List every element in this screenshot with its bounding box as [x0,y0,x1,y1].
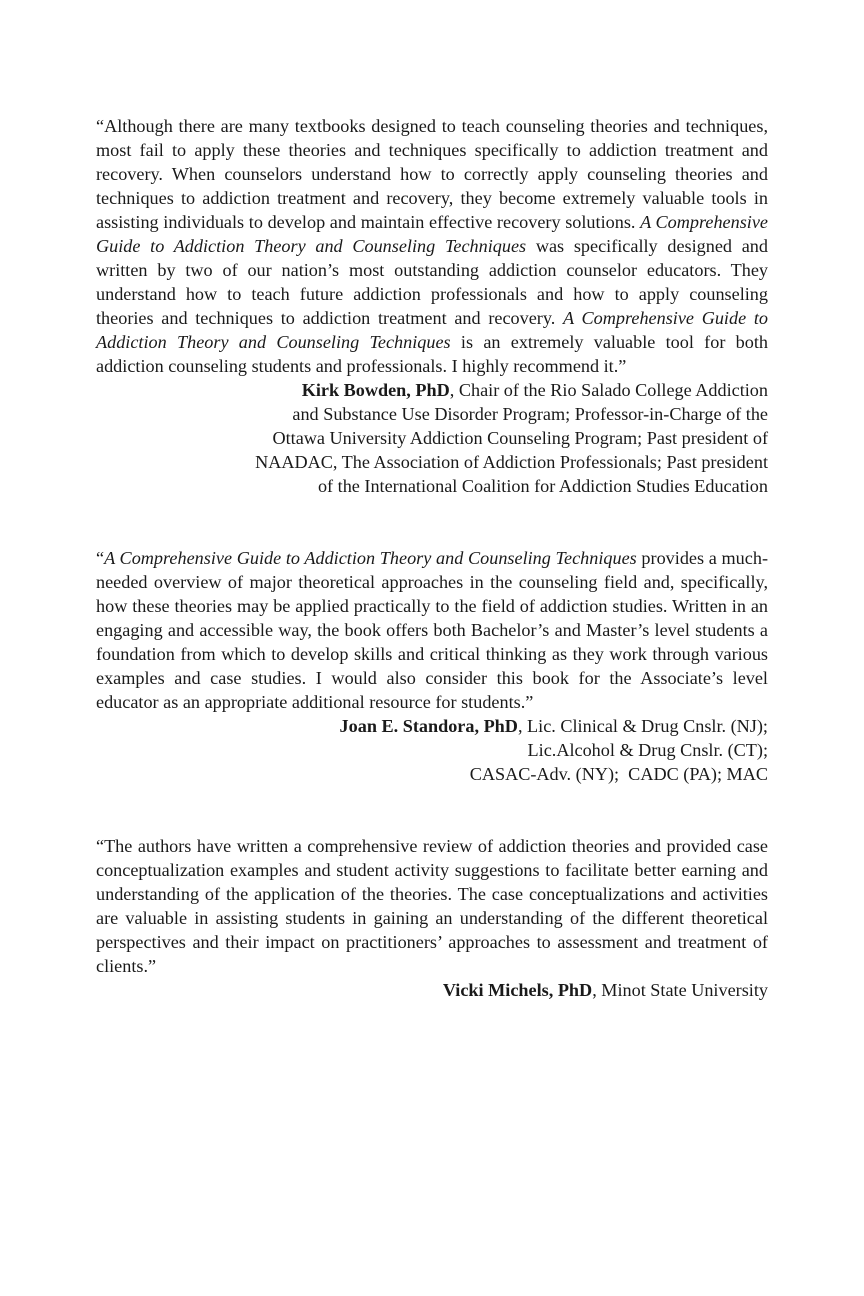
affiliation-text: , Lic. Clinical & Drug Cnslr. (NJ); [517,716,768,736]
endorsement-1 [96,114,768,498]
quote-text: is an extremely valuable tool for both addiction counseling students and professionals. I highly recommend it.” [96,332,769,376]
author-name: Joan E. Standora, PhD [339,716,518,736]
affiliation-text: and Substance Use Disorder Program; Professor-in-Charge of the [292,404,768,424]
affiliation-text: , Minot State University [592,980,768,1000]
attribution-line [96,714,768,738]
book-title: A Comprehensive Guide to Addiction Theory and Counseling Techniques [96,212,768,256]
quote-text: “The authors have written a comprehensive review of addiction theories and provided case conceptualization examples and student activity suggestions to facilitate better earning and understanding of the application of the theories. The case conceptualizations and activities are valuable in assisting students in gaining an understanding of the different theoretical perspectives and their impact on practitioners’ approaches to assessment and treatment of clients.” [96,836,768,976]
endorsement-attribution [96,714,768,786]
author-name: Kirk Bowden, PhD [301,380,450,400]
quote-text: “Although there are many textbooks designed to teach counseling theories and techniques, most fail to apply these theories and techniques specifically to addiction treatment and recovery. When counselors understand how to correctly apply counseling theories and techniques to addiction treatment and recovery, they become extremely valuable tools in assisting individuals to develop and maintain effective recovery solutions. [96,116,768,232]
attribution-line [96,978,768,1002]
author-name: Vicki Michels, PhD [442,980,593,1000]
affiliation-text: Lic.Alcohol & Drug Cnslr. (CT); [527,740,768,760]
quote-text: provides a much-needed overview of major theoretical approaches in the counseling field and, specifically, how these theories may be applied practically to the field of addiction studies. Written in an engaging and accessible way, the book offers both Bachelor’s and Master’s level students a foundation from which to develop skills and critical thinking as they work through various examples and case studies. I would also consider this book for the Associate’s level educator as an appropriate additional resource for students.” [96,548,769,712]
endorsement-quote [96,834,768,978]
endorsement-quote [96,114,768,378]
endorsement-attribution [96,378,768,498]
endorsement-quote [96,546,768,714]
affiliation-text: CASAC-Adv. (NY); CADC (PA); MAC [469,764,768,784]
affiliation-text: Ottawa University Addiction Counseling Program; Past president of [272,428,768,448]
quote-text: was specifically designed and written by two of our nation’s most outstanding addiction counselor educators. They understand how to teach future addiction professionals and how to apply counseling theories and techniques to addiction treatment and recovery. [96,236,768,328]
affiliation-text: of the International Coalition for Addiction Studies Education [317,476,768,496]
quote-mark: “ [96,548,105,568]
endorsement-attribution [96,978,768,1002]
book-title: A Comprehensive Guide to Addiction Theory and Counseling Techniques [96,308,768,352]
affiliation-text: , Chair of the Rio Salado College Addiction [449,380,768,400]
endorsement-2 [96,546,768,786]
endorsement-3 [96,834,768,1002]
attribution-line [96,378,768,402]
affiliation-text: NAADAC, The Association of Addiction Professionals; Past president [255,452,768,472]
book-title: A Comprehensive Guide to Addiction Theory and Counseling Techniques [104,548,637,568]
